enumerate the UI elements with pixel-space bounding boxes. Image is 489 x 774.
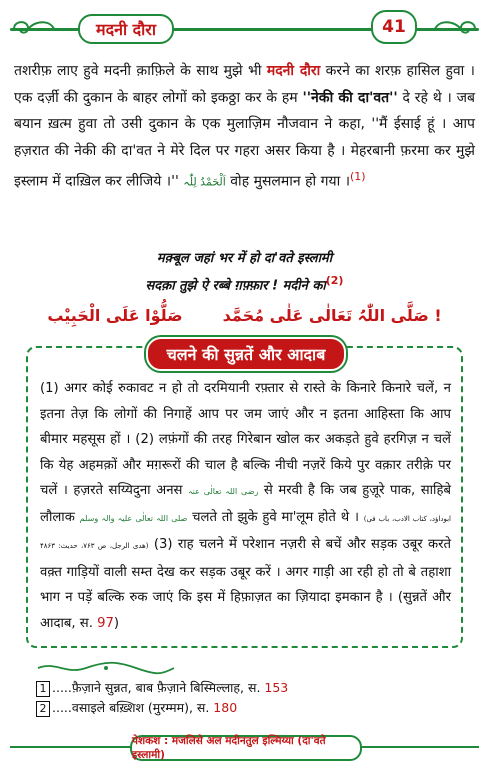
salat-line xyxy=(0,306,489,325)
book-title: मदनी दौरा xyxy=(78,14,174,44)
para-text-2: करने का शरफ़ हासिल हुवा । एक दर्ज़ी की दुकान के बाहर लोगों को इकठ्ठा कर के हम xyxy=(14,63,475,106)
hadith-citation: (ابوداؤد، کتاب الادب، باب فی ھدی الرجل، ص ۷۶۳، حدیث: ۴۸۶۳) xyxy=(40,514,451,550)
footnote-2-page: 180 xyxy=(213,700,238,715)
box-text-2: से मरवी है कि जब हुज़ूरे पाक, साहिबे लौलाक xyxy=(40,483,452,525)
verse-line-2 xyxy=(0,274,489,293)
arabic-phrase: اَلْحَمْدُ لِلّٰہ xyxy=(183,175,226,189)
main-paragraph xyxy=(14,58,475,196)
footnote-ref-2: (2) xyxy=(325,274,344,287)
publisher-footer: पेशकश : मजलिसे अल मदीनतुल इल्मिय्या (दा'वते इस्लामी) xyxy=(130,735,362,761)
arabic-blessing-1: رضی اللہ تعالٰی عنہ xyxy=(187,487,259,496)
footnote-2 xyxy=(36,699,237,717)
left-swirl-ornament xyxy=(10,16,58,42)
footnote-1-text: .....फ़ैज़ाने सुन्नत, बाब फ़ैज़ाने बिस्मिल्लाह, स. xyxy=(52,680,265,695)
footnote-2-number: 2 xyxy=(36,701,50,717)
sunnat-box-title: चलने की सुन्नतें और आदाब xyxy=(146,337,346,371)
box-text-4: (3) राह चलने में परेशान नज़री से बचें और सड़क उबूर करते वक़्त गाड़ियों वाली सम्त देख कर सड़क उबूर करें । अगर गाड़ी आ रही हो तो बे तहाशा भाग न पड़ें बल्कि रुक जाएं कि इस में हिफ़ाज़त का ज़ियादा इमकान है । (सुन्नतें और आदाब, स. xyxy=(40,537,452,631)
para-bold-quote: ''नेकी की दा'वत'' xyxy=(302,89,398,106)
box-text-3: चलते तो झुके हुवे मा'लूम होते थे । xyxy=(187,509,364,525)
footnote-1-number: 1 xyxy=(36,681,50,697)
para-highlight: मदनी दौरा xyxy=(266,63,321,79)
verse-line-2-text: सदक़ा तुझे ऐ रब्बे ग़फ़्फ़ार ! मदीने का xyxy=(145,278,326,294)
footnote-divider-ornament xyxy=(36,661,176,675)
box-page-ref: 97 xyxy=(97,615,114,631)
salat-right: صَلَّی اللّٰہُ تَعَالٰی عَلٰی مُحَمَّد xyxy=(222,306,429,325)
para-text-4: वोह मुसलमान हो गया । xyxy=(225,173,351,190)
right-swirl-ornament xyxy=(431,16,479,42)
footnote-1-page: 153 xyxy=(264,680,289,695)
para-text-3: दे रहे थे । जब बयान ख़त्म हुवा तो उसी दुकान के एक मुलाज़िम नौजवान ने कहा, ''मैं ईसाई हूं । आप हज़रात की नेकी की दा'वत ने मेरे दिल पर गहरा असर किया है । मेहरबानी फ़रमा कर मुझे इस्लाम में दाख़िल कर लीजिये ।'' xyxy=(14,89,476,190)
footnote-1 xyxy=(36,679,288,697)
footnote-ref-1: (1) xyxy=(350,170,366,183)
arabic-blessing-2: صلی اللہ تعالٰی علیہ والہ وسلم xyxy=(79,513,188,523)
box-text-1: (1) अगर कोई रुकावट न हो तो दरमियानी रफ़्तार से रास्ते के किनारे किनारे चलें, न इतना तेज़ कि लोगों की निगाहें आप पर जम जाएं और न इतना आहिस्ता कि आप बीमार महसूस हों । (2) लफ़ंगों की तरह गिरेबान खोल कर अकड़ते हुवे हरगिज़ न चलें कि येह अहमक़ों और मग़रूरों की चाल है बल्कि नीची नज़रें किये पुर वक़ार तरीक़े पर चलें । हज़रते सय्यिदुना अनस xyxy=(40,381,451,498)
para-text-1: तशरीफ़ लाए हुवे मदनी क़ाफ़िले के साथ मुझे भी xyxy=(14,63,267,79)
salat-left: صَلُّوْا عَلَی الْحَبِیْب ! xyxy=(47,306,442,325)
footnote-2-text: .....वसाइले बख़्शिश (मुरम्मम), स. xyxy=(52,700,214,715)
verse-line-1: मक़्बूल जहां भर में हो दा'वते इस्लामी xyxy=(156,251,333,266)
box-text-end: ) xyxy=(113,615,120,631)
page-number: 41 xyxy=(371,10,417,44)
sunnat-box-text xyxy=(40,376,451,636)
